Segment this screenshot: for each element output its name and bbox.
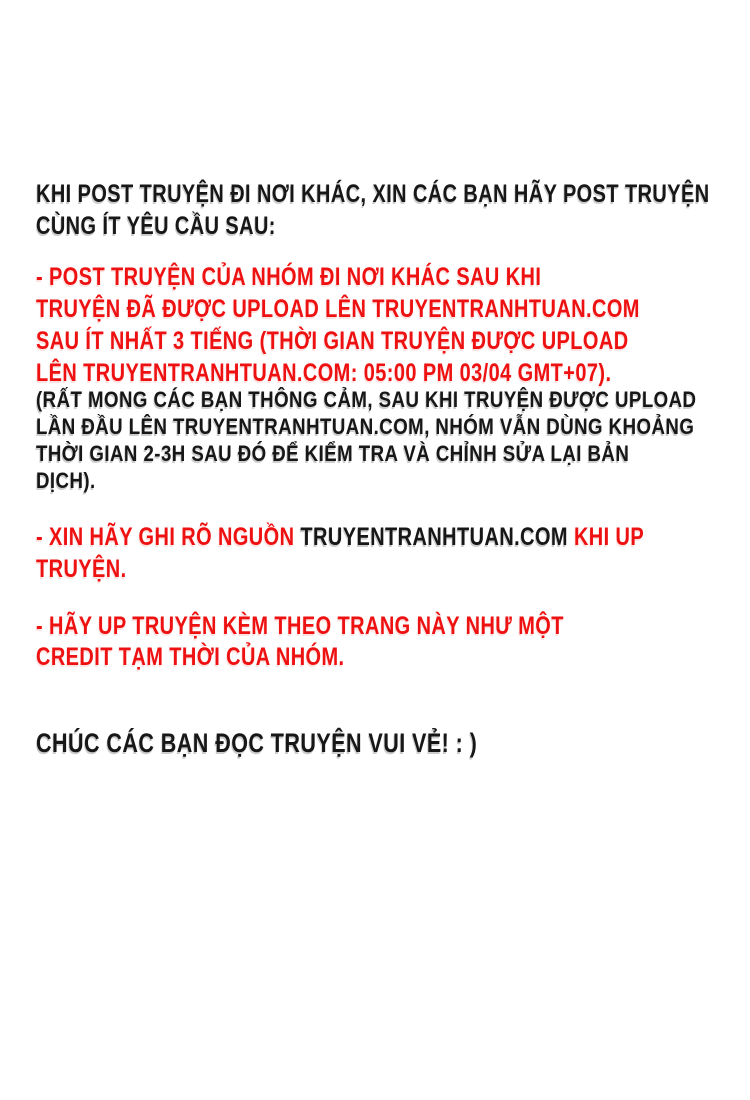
text-line: - POST TRUYỆN CỦA NHÓM ĐI NƠI KHÁC SAU KHI (36, 263, 542, 291)
note-parenthetical (36, 386, 750, 494)
text-line: TRUYỆN. (36, 555, 127, 583)
site-name: TRUYENTRANHTUAN.COM (300, 523, 568, 551)
rule-text-red: - XIN HÃY GHI RÕ NGUỒN (36, 523, 301, 551)
text-line: TRUYỆN ĐÃ ĐƯỢC UPLOAD LÊN TRUYENTRANHTUAN.COM (36, 295, 640, 323)
closing-wish (36, 726, 588, 760)
text-line: CREDIT TẠM THỜI CỦA NHÓM. (36, 643, 345, 671)
text-line: DỊCH). (36, 468, 96, 493)
text-line: SAU ÍT NHẤT 3 TIẾNG (THỜI GIAN TRUYỆN ĐƯỢC UPLOAD (36, 327, 629, 355)
rule-cite-source (36, 521, 750, 585)
rule-upload-credit-page (36, 611, 696, 673)
text-line: CÙNG ÍT YÊU CẦU SAU: (36, 212, 276, 240)
text-line: LẦN ĐẦU LÊN TRUYENTRANHTUAN.COM, NHÓM VẪN DÙNG KHOẢNG (36, 414, 695, 439)
rule-post-delay (36, 261, 750, 389)
text-line (36, 521, 644, 553)
text-line: CHÚC CÁC BẠN ĐỌC TRUYỆN VUI VẺ! : ) (36, 728, 478, 758)
text-line: - HÃY UP TRUYỆN KÈM THEO TRANG NÀY NHƯ MỘT (36, 612, 564, 640)
rule-text-red: KHI UP (568, 523, 645, 551)
intro-text (36, 178, 750, 242)
text-line: LÊN TRUYENTRANHTUAN.COM: 05:00 PM 03/04 GMT+07). (36, 359, 612, 387)
text-line: (RẤT MONG CÁC BẠN THÔNG CẢM, SAU KHI TRUYỆN ĐƯỢC UPLOAD (36, 387, 697, 412)
text-line: KHI POST TRUYỆN ĐI NƠI KHÁC, XIN CÁC BẠN HÃY POST TRUYỆN (36, 180, 710, 208)
text-line: THỜI GIAN 2-3H SAU ĐÓ ĐỂ KIỂM TRA VÀ CHỈNH SỬA LẠI BẢN (36, 441, 630, 466)
